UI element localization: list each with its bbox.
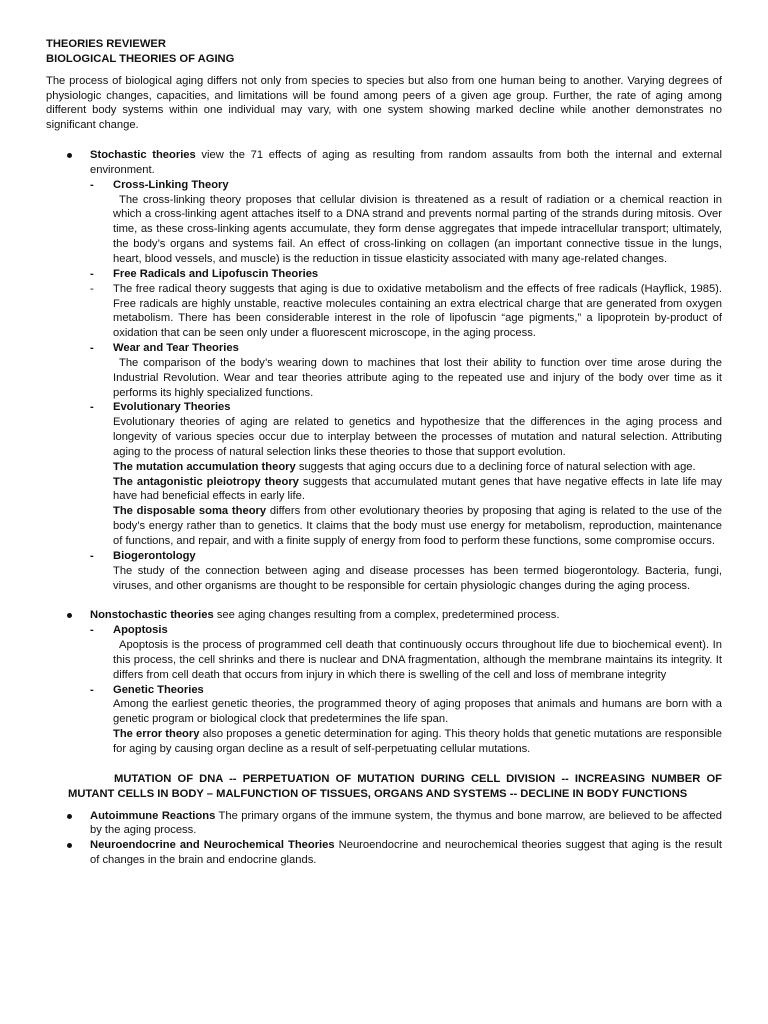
mutation-chain-note: MUTATION OF DNA -- PERPETUATION OF MUTATION DURING CELL DIVISION -- INCREASING NUMBER OF MUTANT CELLS IN BODY – MALFUNCTION OF TISSUES, ORGANS AND SYSTEMS -- DECLINE IN BODY FUNCTIONS: [68, 772, 722, 800]
bullet-neuroendocrine: [46, 838, 722, 868]
spacer: [46, 67, 722, 74]
genetic-paragraph: Among the earliest genetic theories, the programmed theory of aging proposes that animals and humans are born with a genetic program or biological clock that predetermines the life span.: [113, 698, 722, 726]
antagonistic-pleiotropy-term: The antagonistic pleiotropy theory: [113, 475, 299, 488]
bullet-dot: [67, 153, 72, 158]
bullet-nonstochastic: [46, 608, 722, 623]
subheading-cross-linking: [46, 178, 722, 193]
biogerontology-paragraph: The study of the connection between aging and disease processes has been termed biogerontology. Bacteria, fungi, viruses, and other organisms are thought to be responsible for certain physiologic changes during the aging process.: [113, 564, 722, 592]
disposable-soma-text: differs from other evolutionary theories by proposing that aging is related to the use of the body’s energy rather than to genetics. It claims that the body must use energy for metabolism, reproduction, maintenance of functions, and repair, and with a finite supply of energy from food to perform these functions, some compromise occurs.: [113, 505, 722, 547]
mutation-accumulation-paragraph: [46, 460, 722, 475]
error-theory-text: also proposes a genetic determination for aging. This theory holds that genetic mutations are responsible for aging by causing organ decline as a result of self-perpetuating cellular mutations.: [113, 728, 722, 755]
dash-marker: -: [90, 549, 94, 562]
dash-marker: -: [90, 178, 94, 191]
dash-marker: -: [90, 342, 94, 355]
cross-linking-heading: Cross-Linking Theory: [113, 178, 229, 191]
spacer: [46, 802, 722, 809]
apoptosis-paragraph: Apoptosis is the process of programmed cell death that continuously occurs throughout life due to biochemical event). In this process, the cell shrinks and there is nuclear and DNA fragmentation, although the membrane maintains its integrity. It differs from cell death that occurs from injury in which there is swelling of the cell and loss of membrane integrity: [113, 639, 722, 681]
bullet-dot: [67, 814, 72, 819]
document-subtitle: BIOLOGICAL THEORIES OF AGING: [46, 52, 235, 65]
dash-marker: -: [90, 683, 94, 696]
genetic-heading: Genetic Theories: [113, 683, 204, 696]
free-radicals-heading: Free Radicals and Lipofuscin Theories: [113, 267, 319, 280]
antagonistic-pleiotropy-text: suggests that accumulated mutant genes that have negative effects in late life may have had beneficial effects in early life.: [113, 475, 722, 503]
dash-marker: -: [90, 282, 94, 295]
stochastic-text: view the 71 effects of aging as resulting from random assaults from both the internal and external environment.: [90, 149, 722, 176]
subheading-evolutionary: [46, 400, 722, 415]
error-theory-paragraph: [46, 727, 722, 757]
biogerontology-heading: Biogerontology: [113, 549, 196, 562]
evolutionary-heading: Evolutionary Theories: [113, 401, 231, 414]
disposable-soma-paragraph: [46, 504, 722, 549]
subheading-free-radicals: [46, 267, 722, 282]
free-radicals-text: The free radical theory suggests that aging is due to oxidative metabolism and the effects of free radicals (Hayflick, 1985). Free radicals are highly unstable, reactive molecules containing an extra electrical charge that are generated from oxygen metabolism. There has been considerable interest in the role of lipofuscin “age pigments,” a lipoprotein by-product of oxidation that can be seen only under a fluorescent microscope, in the aging process.: [113, 282, 722, 340]
antagonistic-pleiotropy-paragraph: [46, 475, 722, 505]
wear-tear-paragraph: The comparison of the body’s wearing down to machines that lost their ability to function over time arose during the Industrial Revolution. Wear and tear theories attribute aging to the repeated use and injury of the body over time as it performs its highly specialized functions.: [113, 356, 722, 399]
spacer: [46, 133, 722, 148]
subheading-wear-tear: [46, 341, 722, 356]
document-title: THEORIES REVIEWER: [46, 38, 166, 50]
subheading-apoptosis: [46, 623, 722, 638]
evolutionary-paragraph: Evolutionary theories of aging are related to genetics and hypothesize that the differences in the aging process and longevity of various species occur due to interplay between the processes of mutation and natural selection. Attributing aging to the process of natural selection links these theories to those that support evolution.: [113, 416, 722, 458]
mutation-accumulation-term: The mutation accumulation theory: [113, 460, 296, 473]
mutation-accumulation-text: suggests that aging occurs due to a declining force of natural selection with age.: [295, 460, 696, 473]
dash-marker: -: [90, 624, 94, 637]
nonstochastic-text: see aging changes resulting from a complex, predetermined process.: [213, 609, 560, 622]
intro-paragraph: The process of biological aging differs not only from species to species but also from one human being to another. Varying degrees of physiologic changes, capacities, and limitations will be found among peers of a given age group. Further, the rate of aging among different body systems within one individual may vary, with one system showing marked decline while another demonstrates no significant change.: [46, 74, 722, 132]
neuroendocrine-term: Neuroendocrine and Neurochemical Theories: [90, 839, 335, 852]
document-content: [46, 37, 722, 868]
autoimmune-text: The primary organs of the immune system, the thymus and bone marrow, are believed to be affected by the aging process.: [90, 809, 722, 837]
spacer: [46, 757, 722, 772]
wear-tear-heading: Wear and Tear Theories: [113, 342, 239, 355]
autoimmune-term: Autoimmune Reactions: [90, 809, 216, 822]
nonstochastic-term: Nonstochastic theories: [90, 609, 214, 622]
neuroendocrine-text: Neuroendocrine and neurochemical theories suggest that aging is the result of changes in the brain and endocrine glands.: [90, 839, 722, 867]
disposable-soma-term: The disposable soma theory: [113, 505, 267, 518]
dash-marker: -: [90, 267, 94, 280]
cross-linking-paragraph: The cross-linking theory proposes that cellular division is threatened as a result of radiation or a chemical reaction in which a cross-linking agent attaches itself to a DNA strand and prevents normal parting of the strands during mitosis. Over time, as these cross-linking agents accumulate, they form dense aggregates that impede intracellular transport; ultimately, the body’s organs and systems fail. An effect of cross-linking on collagen (an important connective tissue in the lungs, heart, blood vessels, and muscle) is the reduction in tissue elasticity associated with many age-related changes.: [113, 193, 722, 265]
dash-marker: -: [90, 401, 94, 414]
apoptosis-heading: Apoptosis: [113, 624, 168, 637]
subheading-biogerontology: [46, 549, 722, 564]
bullet-dot: [67, 613, 72, 618]
free-radicals-paragraph: [46, 282, 722, 341]
error-theory-term: The error theory: [113, 728, 200, 741]
bullet-stochastic: [46, 148, 722, 178]
bullet-dot: [67, 843, 72, 848]
subheading-genetic: [46, 683, 722, 698]
bullet-autoimmune: [46, 809, 722, 839]
spacer: [46, 593, 722, 608]
stochastic-term: Stochastic theories: [90, 149, 196, 162]
